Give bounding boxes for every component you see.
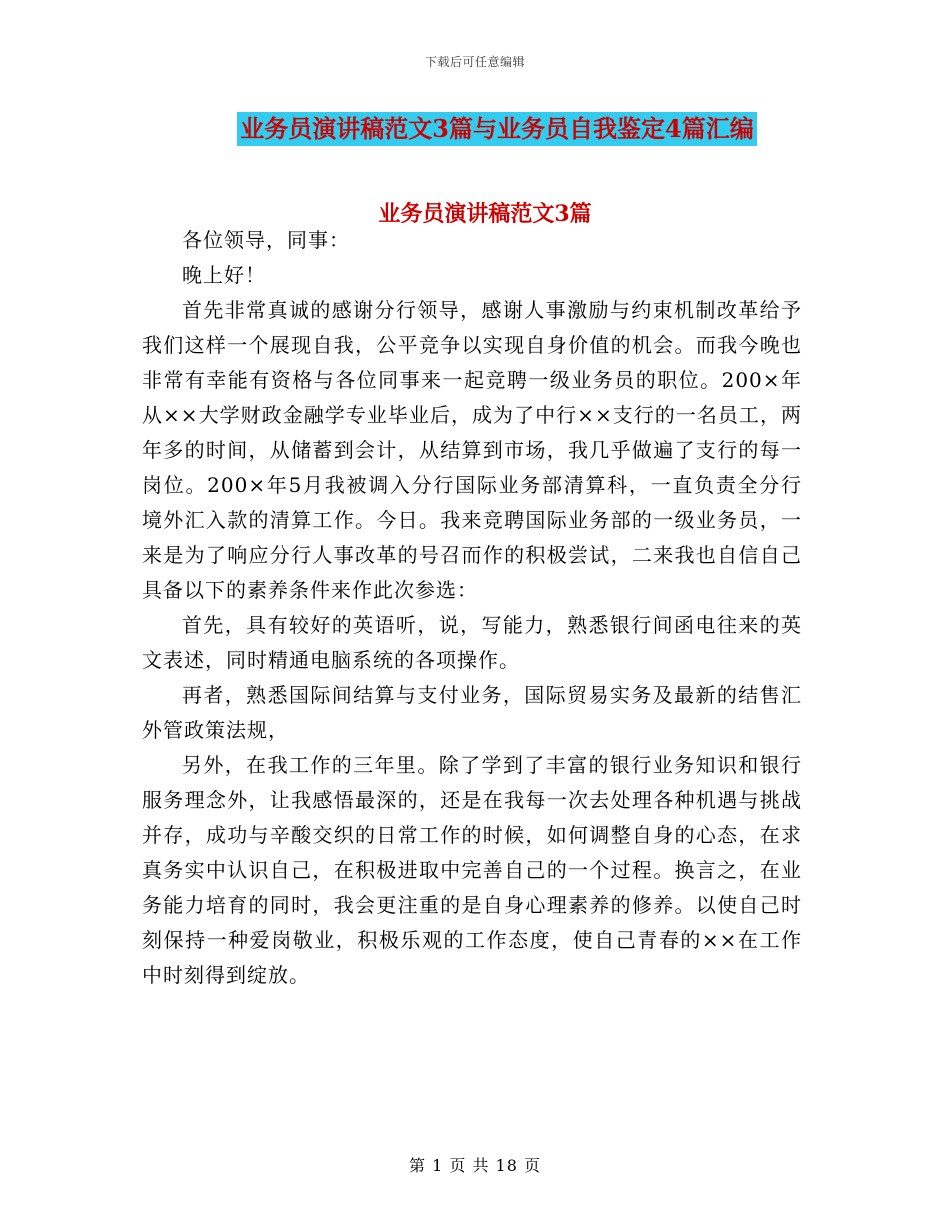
document-body <box>142 220 802 993</box>
paragraph-qualification-2: 再者，熟悉国际间结算与支付业务，国际贸易实务及最新的结售汇外管政策法规， <box>142 683 802 742</box>
paragraph-qualification-3: 另外，在我工作的三年里。除了学到了丰富的银行业务知识和银行服务理念外，让我感悟最深的，还是在我每一次去处理各种机遇与挑战并存，成功与辛酸交织的日常工作的时候，如何调整自身的心态，在求真务实中认识自己，在积极进取中完善自己的一个过程。换言之，在业务能力培育的同时，我会更注重的是自身心理素养的修养。以使自己时刻保持一种爱岗敬业，积极乐观的工作态度，使自己青春的××在工作中时刻得到绽放。 <box>142 753 802 987</box>
section-title: 业务员演讲稿范文3篇 <box>378 201 592 227</box>
paragraph-introduction: 首先非常真诚的感谢分行领导，感谢人事激励与约束机制改革给予我们这样一个展现自我，公平竞争以实现自身价值的机会。而我今晚也非常有幸能有资格与各位同事来一起竞聘一级业务员的职位。200×年从××大学财政金融学专业毕业后，成为了中行××支行的一名员工，两年多的时间，从储蓄到会计，从结算到市场，我几乎做遍了支行的每一岗位。200×年5月我被调入分行国际业务部清算科，一直负责全分行境外汇入款的清算工作。今日。我来竞聘国际业务部的一级业务员，一来是为了响应分行人事改革的号召而作的积极尝试，二来我也自信自己具备以下的素养条件来作此次参选： <box>142 298 802 602</box>
header-note: 下载后可任意编辑 <box>424 55 525 69</box>
paragraph-qualification-1: 首先，具有较好的英语听，说，写能力，熟悉银行间函电往来的英文表述，同时精通电脑系统的各项操作。 <box>142 613 802 672</box>
document-main-title: 业务员演讲稿范文3篇与业务员自我鉴定4篇汇编 <box>237 112 756 146</box>
paragraph-salutation: 晚上好！ <box>182 263 266 287</box>
page-footer: 第 1 页 共 18 页 <box>409 1156 541 1175</box>
paragraph-greeting: 各位领导，同事： <box>182 228 350 252</box>
main-title-container <box>0 112 950 146</box>
